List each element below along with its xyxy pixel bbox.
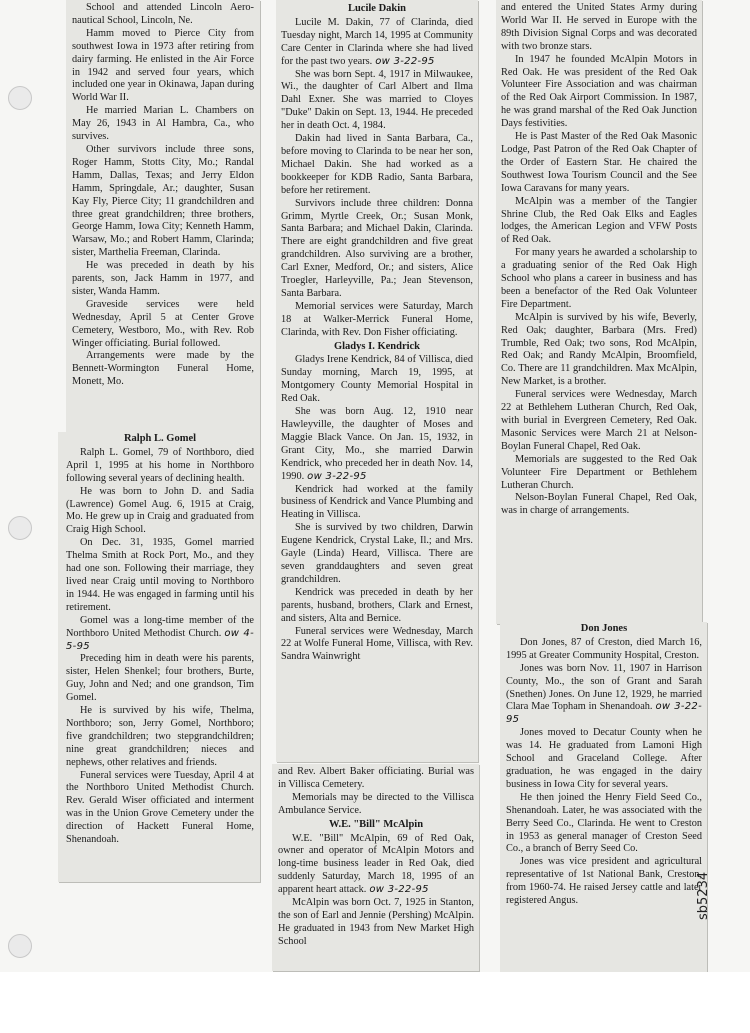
paragraph-text: Ralph L. Gomel, 79 of Northboro, died April 1, 1995 at his home in Northboro following several years of declining health. (66, 446, 254, 484)
paragraph-text: Jones was vice president and agricultural representative of 1st National Bank, Creston, from 1960-74. He raised Jersey cattle and later registered Angus. (506, 856, 702, 907)
clipping-mcalpin-obituary-continued (496, 0, 702, 624)
paragraph-text: W.E. "Bill" McAlpin (328, 818, 424, 830)
handwritten-date-note: ow 3-22-95 (369, 884, 429, 896)
paragraph-text: She was born Sept. 4, 1917 in Milwaukee, Wi., the daughter of Carl Albert and Ilma Dahl Exner. She was married to Cloyes "Duke" Dakin on Sept. 13, 1944. He preceded her in death Oct. 4, 1984. (281, 68, 473, 132)
paragraph-text: He was preceded in death by his parents, son, Jack Hamm in 1977, and sister, Wanda Hamm. (72, 260, 254, 297)
obituary-paragraph (506, 637, 702, 663)
obituary-paragraph (278, 833, 474, 898)
paragraph-text: Hamm moved to Pierce City from southwest Iowa in 1973 after retiring from dairy farming. He enlisted in the Air Force in 1942 and served four years, which included one year in Okinawa, Japan during World War II. (72, 27, 254, 104)
obituary-paragraph (501, 247, 697, 312)
paragraph-text: Gladys I. Kendrick (333, 340, 421, 352)
obituary-heading (281, 3, 473, 16)
binder-hole-2 (8, 516, 32, 540)
paragraph-text: For many years he awarded a scholarship to a graduating senior of the Red Oak High School who plans a career in business and has been a benefactor of the Red Oak Volunteer Fire Department. (501, 247, 697, 310)
paragraph-text: Arrangements were made by the Bennett-Wormington Funeral Home, Monett, Mo. (72, 350, 254, 388)
paragraph-text: Lucile Dakin (347, 3, 407, 14)
paragraph-text: Nelson-Boylan Funeral Chapel, Red Oak, was in charge of arrangements. (501, 492, 697, 517)
obituary-paragraph (72, 28, 254, 105)
paragraph-text: Survivors include three children: Donna Grimm, Myrtle Creek, Or.; Susan Monk, Santa Barbara; and Michael Dakin, Clarinda. There are eight grandchildren and five great grandchildren. Also surviving are a brother, Carl Exner, Medford, Or.; and sisters, Alice Troegler, Harleyville, Pa.; Jean Stevenson, Santa Barbara. (281, 197, 473, 299)
obituary-paragraph (72, 2, 254, 28)
paragraph-text: Lucile M. Dakin, 77 of Clarinda, died Tuesday night, March 14, 1995 at Community Care Center in Clarinda where she had lived for the past two years. (281, 16, 473, 67)
obituary-paragraph (66, 447, 254, 486)
paragraph-text: Dakin had lived in Santa Barbara, Ca., before moving to Clarinda to be near her son, Michael Dakin. She had worked as a bookkeeper for KDB Radio, Santa Barbara, before her retirement. (281, 133, 473, 196)
paragraph-text: Kendrick was preceded in death by her parents, husband, brothers, Clark and Ernest, and sisters, Alta and Bernice. (281, 586, 473, 624)
paragraph-text: In 1947 he founded McAlpin Motors in Red Oak. He was president of the Red Oak Volunteer Fire Association and was chairman of the Red Oak Airport Commission. In 1987, he was grand marshal of the Red Oak Junction Days festivities. (501, 53, 697, 130)
paragraph-text: Funeral services were Wednesday, March 22 at Bethlehem Lutheran Church, Red Oak, with burial in Evergreen Cemetery, Red Oak. Masonic Services were March 21 at Nelson-Boylan Funeral Chapel, Red Oak. (501, 389, 697, 452)
binder-hole-3 (8, 934, 32, 958)
paragraph-text: Jones was born Nov. 11, 1907 in Harrison County, Mo., the son of Grant and Sarah (Snethen) Jones. On June 12, 1929, he married Clara Mae Topham in Shenandoah. (506, 662, 702, 713)
page-bottom-margin (0, 972, 750, 1033)
paragraph-text: Memorial services were Saturday, March 18 at Walker-Merrick Funeral Home, Clarinda, with Rev. Don Fisher officiating. (281, 300, 473, 338)
obituary-paragraph (278, 897, 474, 949)
paragraph-text: Jones moved to Decatur County when he was 14. He graduated from Lamoni High School and Graceland College. After graduation, he was engaged in the dairy business in Iowa City for several years. (506, 727, 702, 790)
obituary-paragraph (281, 301, 473, 340)
obituary-paragraph (501, 196, 697, 248)
obituary-paragraph (66, 653, 254, 705)
obituary-paragraph (506, 856, 702, 908)
binder-hole-1 (8, 86, 32, 110)
paragraph-text: He is Past Master of the Red Oak Masonic Lodge, Past Patron of the Red Oak Chapter of the Order of Eastern Star. He chaired the Southwest Iowa Tourism Council and the See Iowa Caravans for many years. (501, 131, 697, 194)
paragraph-text: McAlpin was a member of the Tangier Shrine Club, the Red Oak Elks and Eagles lodges, the American Legion and VFW Posts of Red Oak. (501, 195, 697, 246)
paragraph-text: W.E. "Bill" McAlpin, 69 of Red Oak, owner and operator of McAlpin Motors and long-time business leader in Red Oak, died suddenly Saturday, March 18, 1995 of an apparent heart attack. (278, 832, 474, 896)
archive-stamp: sb5234 (696, 871, 711, 920)
paragraph-text: Gladys Irene Kendrick, 84 of Villisca, died Sunday morning, March 19, 1995, at Montgomery County Memorial Hospital in Red Oak. (281, 354, 473, 405)
paragraph-text: He is survived by his wife, Thelma, Northboro; son, Jerry Gomel, Northboro; five grandchildren; two stepgrandchildren; nine great grandchildren; nieces and nephews, other relatives and friends. (66, 705, 254, 768)
handwritten-date-note: ow 3-22-95 (506, 701, 702, 726)
obituary-paragraph (281, 626, 473, 665)
obituary-paragraph (501, 492, 697, 518)
paragraph-text: She is survived by two children, Darwin Eugene Kendrick, Crystal Lake, Il.; and Mrs. Gayle (Linda) Heard, Villisca. There are seven granddaughters and seven great grandchildren. (281, 522, 473, 585)
paragraph-text: Funeral services were Wednesday, March 22 at Wolfe Funeral Home, Villisca, with Rev. Sandra Wainwright (281, 625, 473, 663)
obituary-paragraph (66, 615, 254, 654)
obituary-paragraph (501, 312, 697, 389)
obituary-heading (66, 433, 254, 446)
paragraph-text: Ralph L. Gomel (123, 433, 197, 444)
paragraph-text: Don Jones (580, 623, 628, 634)
obituary-paragraph (66, 486, 254, 538)
obituary-paragraph (501, 2, 697, 54)
paragraph-text: School and attended Lincoln Aero-nautical School, Lincoln, Ne. (72, 2, 254, 26)
obituary-heading (506, 623, 702, 636)
paragraph-text: Preceding him in death were his parents, sister, Helen Shenkel; four brothers, Burte, Guy, John and Ned; and one grandson, Tim Gomel. (66, 653, 254, 704)
obituary-paragraph (72, 105, 254, 144)
obituary-paragraph (72, 299, 254, 351)
obituary-paragraph (278, 766, 474, 792)
obituary-paragraph (281, 522, 473, 587)
paragraph-text: Funeral services were Tuesday, April 4 at the Northboro United Methodist Church. Rev. Gerald Wiser officiated and interment was in the Union Grove Cemetery under the direction of Hackett Funeral Home, Shenandoah. (66, 769, 254, 846)
paragraph-text: Other survivors include three sons, Roger Hamm, Stotts City, Mo.; Randal Hamm, Dallas, Texas; and Jerry Eldon Hamm, Springdale, Ar.; daughter, Susan Kay Fly, Pierce City; 11 grandchildren and three great grandchildren; three brothers, George Hamm, Iowa City; Kenneth Hamm, Warsaw, Mo.; and Robert Hamm, Clarinda; sister, Marthelia Freeman, Clarinda. (72, 143, 254, 259)
clipping-mcalpin-obituary-start (272, 764, 479, 971)
paragraph-text: Memorials may be directed to the Villisca Ambulance Service. (278, 791, 474, 816)
clipping-hamm-obituary (66, 0, 260, 434)
paragraph-text: Don Jones, 87 of Creston, died March 16, 1995 at Greater Community Hospital, Creston. (506, 636, 702, 661)
obituary-paragraph (66, 770, 254, 847)
handwritten-date-note: ow 4-5-95 (66, 627, 254, 652)
paragraph-text: He was born to John D. and Sadia (Lawrence) Gomel Aug. 6, 1915 at Craig, Mo. He grew up in Craig and graduated from Craig High School. (66, 485, 254, 536)
paragraph-text: and entered the United States Army during World War II. He served in Europe with the 89th Division Signal Corps and was decorated with two bronze stars. (501, 2, 697, 52)
obituary-paragraph (66, 705, 254, 770)
paragraph-text: On Dec. 31, 1935, Gomel married Thelma Smith at Rock Port, Mo., and they had one son. Following their marriage, they lived near Craig until moving to Northboro in 1944. He was engaged in farming until his retirement. (66, 537, 254, 613)
obituary-paragraph (281, 69, 473, 134)
obituary-paragraph (72, 260, 254, 299)
obituary-paragraph (281, 354, 473, 406)
paragraph-text: Kendrick had worked at the family business of Kendrick and Vance Plumbing and Heating in Villisca. (281, 483, 473, 521)
clipping-jones-obituary (500, 622, 707, 972)
obituary-paragraph (281, 17, 473, 69)
paragraph-text: and Rev. Albert Baker officiating. Burial was in Villisca Cemetery. (278, 766, 474, 790)
paragraph-text: He then joined the Henry Field Seed Co., Shenandoah. Later, he was associated with the Berry Seed Co., Clarinda. He went to Creston in 1953 as general manager of Creston Seed Co., a branch of Berry Seed Co. (506, 791, 702, 855)
obituary-paragraph (72, 350, 254, 389)
obituary-paragraph (501, 54, 697, 131)
obituary-paragraph (281, 406, 473, 483)
obituary-paragraph (281, 484, 473, 523)
paragraph-text: She was born Aug. 12, 1910 near Hawleyville, the daughter of Moses and Maggie Black Vance. On Jan. 15, 1932, in Grant City, Mo., she married Darwin Kendrick, who preceded her in death Nov. 14, 1990. (281, 406, 473, 482)
paragraph-text: Memorials are suggested to the Red Oak Volunteer Fire Department or Bethlehem Lutheran Church. (501, 453, 697, 491)
clipping-dakin-kendrick-obituaries (276, 0, 478, 762)
paragraph-text: McAlpin is survived by his wife, Beverly, Red Oak; daughter, Barbara (Mrs. Fred) Trumble, Red Oak; two sons, Rod McAlpin, Red Oak; and Randy McAlpin, Broomfield, Co. There are 11 grandchildren. Max McAlpin, New Market, is a brother. (501, 311, 697, 388)
obituary-paragraph (281, 587, 473, 626)
paragraph-text: Gomel was a long-time member of the Northboro United Methodist Church. (66, 614, 254, 639)
obituary-paragraph (501, 131, 697, 196)
obituary-heading (281, 341, 473, 354)
obituary-paragraph (506, 727, 702, 792)
handwritten-date-note: ow 3-22-95 (375, 55, 435, 67)
obituary-paragraph (281, 198, 473, 301)
obituary-paragraph (506, 792, 702, 857)
obituary-paragraph (66, 537, 254, 614)
obituary-paragraph (281, 133, 473, 198)
clipping-gomel-obituary (58, 432, 260, 882)
paragraph-text: He married Marian L. Chambers on May 26, 1943 in Al Hambra, Ca., who survives. (72, 105, 254, 143)
obituary-paragraph (501, 389, 697, 454)
paragraph-text: Graveside services were held Wednesday, April 5 at Center Grove Cemetery, Westboro, Mo., with Rev. Rob Winger officiating. Burial followed. (72, 298, 254, 349)
paragraph-text: McAlpin was born Oct. 7, 1925 in Stanton, the son of Earl and Jennie (Pershing) McAlpin. He graduated in 1943 from New Market High School (278, 897, 474, 947)
obituary-paragraph (501, 454, 697, 493)
obituary-heading (278, 819, 474, 832)
obituary-paragraph (506, 663, 702, 728)
handwritten-date-note: ow 3-22-95 (307, 470, 367, 482)
obituary-paragraph (278, 792, 474, 818)
obituary-paragraph (72, 144, 254, 260)
